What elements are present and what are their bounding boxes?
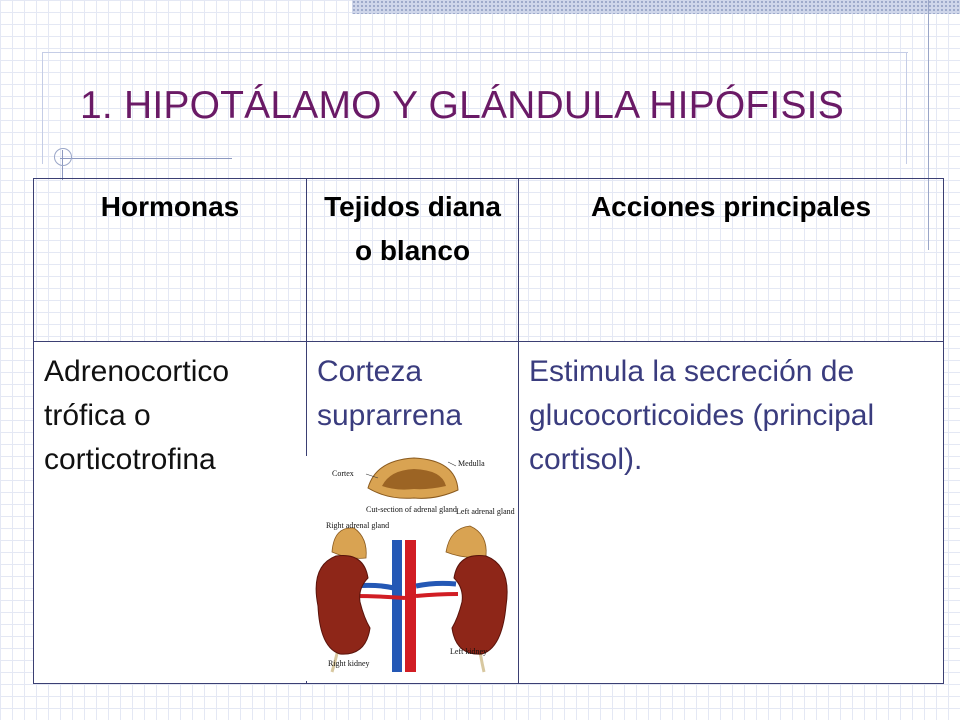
slide-title: 1. HIPOTÁLAMO Y GLÁNDULA HIPÓFISIS bbox=[80, 84, 844, 127]
left-kidney bbox=[452, 555, 507, 654]
header-acciones: Acciones principales bbox=[519, 179, 944, 342]
decorative-frame-line bbox=[906, 52, 907, 164]
label-cortex: Cortex bbox=[332, 469, 354, 478]
decorative-frame-line bbox=[42, 52, 908, 53]
right-kidney bbox=[316, 555, 370, 654]
header-hormonas: Hormonas bbox=[34, 179, 307, 342]
header-tejidos: Tejidos diana o blanco bbox=[307, 179, 519, 342]
adrenal-gland-illustration bbox=[306, 456, 518, 681]
action-cell: Estimula la secreción de glucocorticoides (principal cortisol). bbox=[519, 342, 944, 684]
label-left-kidney: Left kidney bbox=[450, 647, 488, 656]
decorative-top-band bbox=[352, 0, 960, 14]
decorative-circle bbox=[54, 148, 72, 166]
label-right-kidney: Right kidney bbox=[328, 659, 370, 668]
table-header-row bbox=[34, 179, 944, 342]
decorative-frame-line bbox=[42, 52, 43, 164]
target-cell: Corteza suprarrena bbox=[307, 342, 519, 684]
label-left-adrenal: Left adrenal gland bbox=[456, 507, 515, 516]
label-medulla: Medulla bbox=[458, 459, 485, 468]
adrenal-cut-section bbox=[368, 458, 458, 498]
left-adrenal-gland bbox=[446, 526, 486, 557]
label-cut-section: Cut-section of adrenal gland bbox=[366, 505, 457, 514]
label-right-adrenal: Right adrenal gland bbox=[326, 521, 390, 530]
hormone-cell: Adrenocortico trófica o corticotrofina bbox=[34, 342, 307, 684]
right-adrenal-gland bbox=[332, 528, 366, 559]
decorative-frame-line bbox=[60, 158, 232, 159]
